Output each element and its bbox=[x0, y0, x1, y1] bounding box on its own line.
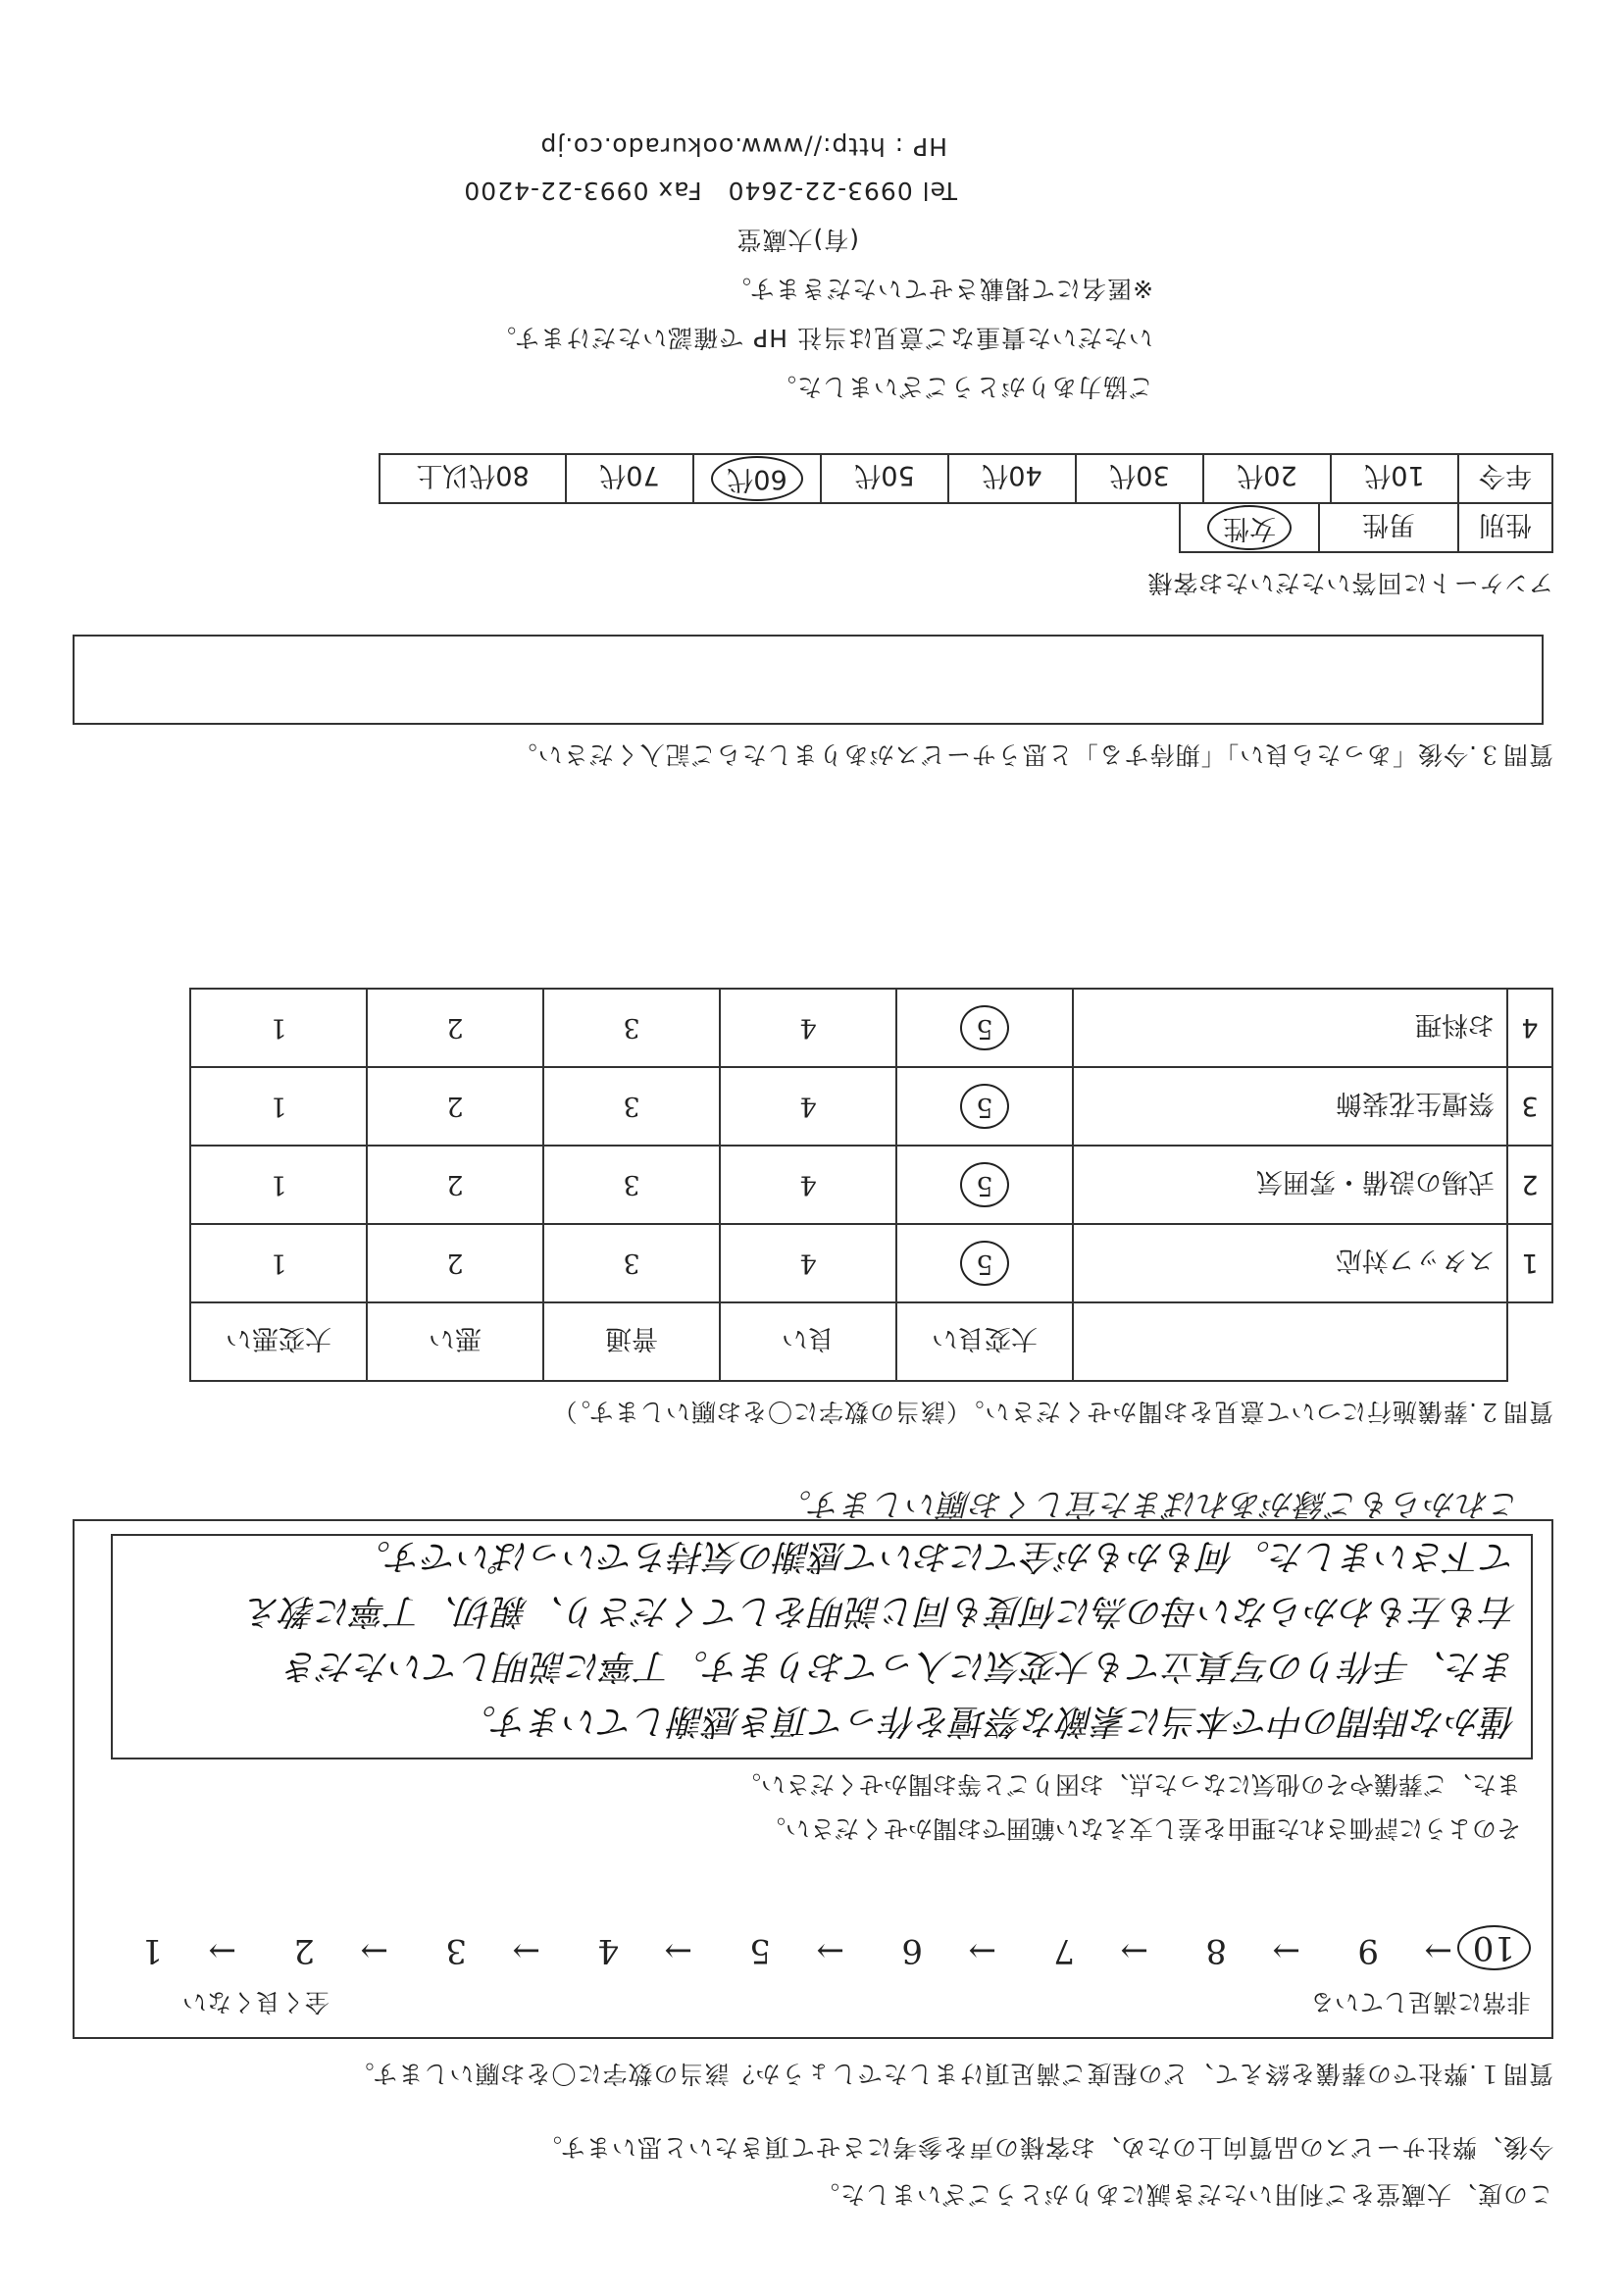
gender-female-circled: 女性 bbox=[1207, 505, 1292, 550]
rating-value: 1 bbox=[270, 1091, 287, 1122]
rating-cell bbox=[543, 1067, 720, 1146]
footer-thanks: ご協力ありがとうございました。 bbox=[770, 373, 1153, 401]
q1-left-label: 非常に満足している bbox=[1309, 1988, 1531, 2016]
rating-cell bbox=[543, 1146, 720, 1224]
scale-option: 3 bbox=[445, 1931, 467, 1970]
column-header: 悪い bbox=[367, 1302, 543, 1381]
row-item: お料理 bbox=[1073, 989, 1507, 1067]
age-option bbox=[1076, 454, 1203, 503]
arrow-icon: → bbox=[1424, 1931, 1452, 1970]
column-header: 普通 bbox=[543, 1302, 720, 1381]
age-option bbox=[821, 454, 948, 503]
rating-cell bbox=[190, 1224, 367, 1302]
rating-value: 4 bbox=[799, 1091, 817, 1122]
q1-right-label: 全く良くない bbox=[181, 1988, 330, 2016]
rating-value: 2 bbox=[446, 1248, 464, 1279]
arrow-icon: → bbox=[968, 1931, 996, 1970]
q2-table bbox=[189, 988, 1553, 1382]
rating-cell bbox=[720, 1067, 896, 1146]
answer-line: 右も左もわからない母の為に何度も同じ説明をしてくださり、親切、丁寧に教え bbox=[245, 1591, 1517, 1631]
scale-option: 4 bbox=[597, 1931, 619, 1970]
answer-line: また、手作りの写真立ても大変気に入っております。丁寧に説明していただき bbox=[283, 1646, 1517, 1686]
arrow-icon: → bbox=[1120, 1931, 1148, 1970]
q1-question: 質問１.弊社での葬儀を終えて、どの程度ご満足頂けましたでしょうか？該当の数字に〇をお願いします。 bbox=[348, 2060, 1553, 2088]
rating-selected: 5 bbox=[960, 1241, 1008, 1286]
rating-value: 2 bbox=[446, 1012, 464, 1044]
q1-handwritten-answer bbox=[111, 1534, 1533, 1759]
age-value: 50代 bbox=[854, 460, 915, 491]
scale-option: 8 bbox=[1205, 1931, 1227, 1970]
company-name: (有)大蔵堂 bbox=[736, 226, 859, 254]
respondent-title: アンケートに回答いただいたお客様 bbox=[1146, 569, 1553, 597]
rating-value: 4 bbox=[799, 1169, 817, 1200]
rating-cell bbox=[896, 1067, 1073, 1146]
scale-option: 5 bbox=[749, 1931, 771, 1970]
table-row bbox=[190, 1146, 1552, 1224]
column-header: 大変悪い bbox=[190, 1302, 367, 1381]
age-option bbox=[1203, 454, 1331, 503]
age-value: 20代 bbox=[1237, 460, 1297, 491]
rating-cell bbox=[720, 989, 896, 1067]
rating-value: 3 bbox=[623, 1012, 640, 1044]
answer-line: 僅かな時間の中で本当に素敵な祭壇を作って頂き感謝しています。 bbox=[460, 1701, 1517, 1741]
arrow-icon: → bbox=[512, 1931, 540, 1970]
rating-cell bbox=[543, 1224, 720, 1302]
rating-cell bbox=[896, 989, 1073, 1067]
rating-cell bbox=[190, 1067, 367, 1146]
rating-value: 1 bbox=[270, 1012, 287, 1044]
age-option bbox=[693, 454, 821, 503]
arrow-icon: → bbox=[664, 1931, 692, 1970]
rating-selected: 5 bbox=[960, 1005, 1008, 1050]
arrow-icon: → bbox=[1272, 1931, 1300, 1970]
intro-line-2: 今後、弊社サービスの品質向上のため、お客様の声を参考にさせて頂きたいと思います。 bbox=[535, 2133, 1553, 2162]
intro-line-1: この度、大蔵堂をご利用いただき誠にありがとうございました。 bbox=[813, 2180, 1553, 2209]
rating-cell bbox=[896, 1224, 1073, 1302]
company-hp: HP : http://www.ookurado.co.jp bbox=[539, 132, 947, 161]
q2-header-row bbox=[190, 1302, 1552, 1381]
age-value: 30代 bbox=[1109, 460, 1170, 491]
row-item: 式場の設備・雰囲気 bbox=[1073, 1146, 1507, 1224]
age-option bbox=[566, 454, 693, 503]
answer-line: て下さいました。何もかもが全てにおいて感謝の気持ちでいっぱいです。 bbox=[355, 1536, 1517, 1576]
footer-note-1: いただいた貴重なご意見は当社 HP で確認いただけます。 bbox=[490, 324, 1153, 352]
rating-value: 2 bbox=[446, 1169, 464, 1200]
rating-cell bbox=[190, 989, 367, 1067]
scale-option: 10 bbox=[1457, 1925, 1531, 1970]
rating-cell bbox=[367, 1067, 543, 1146]
rating-cell bbox=[367, 1224, 543, 1302]
footer-note-2: ※匿名にて掲載させていただきます。 bbox=[726, 275, 1153, 303]
arrow-icon: → bbox=[816, 1931, 844, 1970]
rating-value: 3 bbox=[623, 1169, 640, 1200]
row-number: 2 bbox=[1507, 1146, 1552, 1224]
rating-value: 3 bbox=[623, 1248, 640, 1279]
rating-value: 4 bbox=[799, 1012, 817, 1044]
age-value: 40代 bbox=[982, 460, 1042, 491]
scale-option: 2 bbox=[293, 1931, 315, 1970]
row-number: 3 bbox=[1507, 1067, 1552, 1146]
age-selected: 60代 bbox=[711, 456, 802, 501]
age-option bbox=[948, 454, 1076, 503]
scale-option: 9 bbox=[1357, 1931, 1379, 1970]
age-value: 80代以上 bbox=[416, 460, 530, 491]
rating-selected: 5 bbox=[960, 1162, 1008, 1207]
scale-option: 1 bbox=[141, 1931, 163, 1970]
gender-label: 性別 bbox=[1458, 503, 1552, 552]
rating-cell bbox=[190, 1146, 367, 1224]
rating-cell bbox=[367, 989, 543, 1067]
rating-cell bbox=[720, 1224, 896, 1302]
q1-prompt-2: また、ご葬儀やその他気になった点、お困りごと等お聞かせください。 bbox=[736, 1770, 1521, 1799]
table-row bbox=[190, 989, 1552, 1067]
q1-prompt-1: そのように評価された理由を差し支えない範囲でお聞かせください。 bbox=[760, 1814, 1521, 1843]
row-number: 4 bbox=[1507, 989, 1552, 1067]
table-row bbox=[190, 1224, 1552, 1302]
column-header: 良い bbox=[720, 1302, 896, 1381]
rating-cell bbox=[367, 1146, 543, 1224]
scale-option: 6 bbox=[901, 1931, 923, 1970]
age-value: 70代 bbox=[599, 460, 660, 491]
q3-answer-box bbox=[73, 635, 1544, 725]
scale-option: 7 bbox=[1053, 1931, 1075, 1970]
age-option bbox=[380, 454, 566, 503]
age-table bbox=[379, 453, 1553, 504]
age-label: 年令 bbox=[1458, 454, 1552, 503]
rating-value: 4 bbox=[799, 1248, 817, 1279]
arrow-icon: → bbox=[208, 1931, 236, 1970]
q2-question: 質問２.葬儀施行について意見をお聞かせください。（該当の数字に〇をお願いします。） bbox=[551, 1398, 1553, 1426]
rating-value: 1 bbox=[270, 1169, 287, 1200]
q3-question: 質問３.今後「あったら良い」「期待する」と思うサービスがありましたらご記入ください。 bbox=[511, 740, 1553, 769]
gender-male: 男性 bbox=[1319, 503, 1458, 552]
gender-female-cell bbox=[1180, 503, 1319, 552]
age-value: 10代 bbox=[1364, 460, 1425, 491]
rating-selected: 5 bbox=[960, 1084, 1008, 1129]
arrow-icon: → bbox=[360, 1931, 388, 1970]
answer-line: これからもご縁があればまた宜しくお願いします。 bbox=[779, 1486, 1521, 1523]
rating-cell bbox=[720, 1146, 896, 1224]
rating-cell bbox=[896, 1146, 1073, 1224]
table-row bbox=[190, 1067, 1552, 1146]
column-header: 大変良い bbox=[896, 1302, 1073, 1381]
age-option bbox=[1331, 454, 1458, 503]
rating-value: 1 bbox=[270, 1248, 287, 1279]
row-number: 1 bbox=[1507, 1224, 1552, 1302]
company-tel-fax: Tel 0993-22-2640 Fax 0993-22-4200 bbox=[463, 177, 957, 205]
rating-value: 3 bbox=[623, 1091, 640, 1122]
rating-value: 2 bbox=[446, 1091, 464, 1122]
gender-table bbox=[1179, 502, 1553, 553]
row-item: スタッフ対応 bbox=[1073, 1224, 1507, 1302]
rating-cell bbox=[543, 989, 720, 1067]
row-item: 祭壇生花装飾 bbox=[1073, 1067, 1507, 1146]
